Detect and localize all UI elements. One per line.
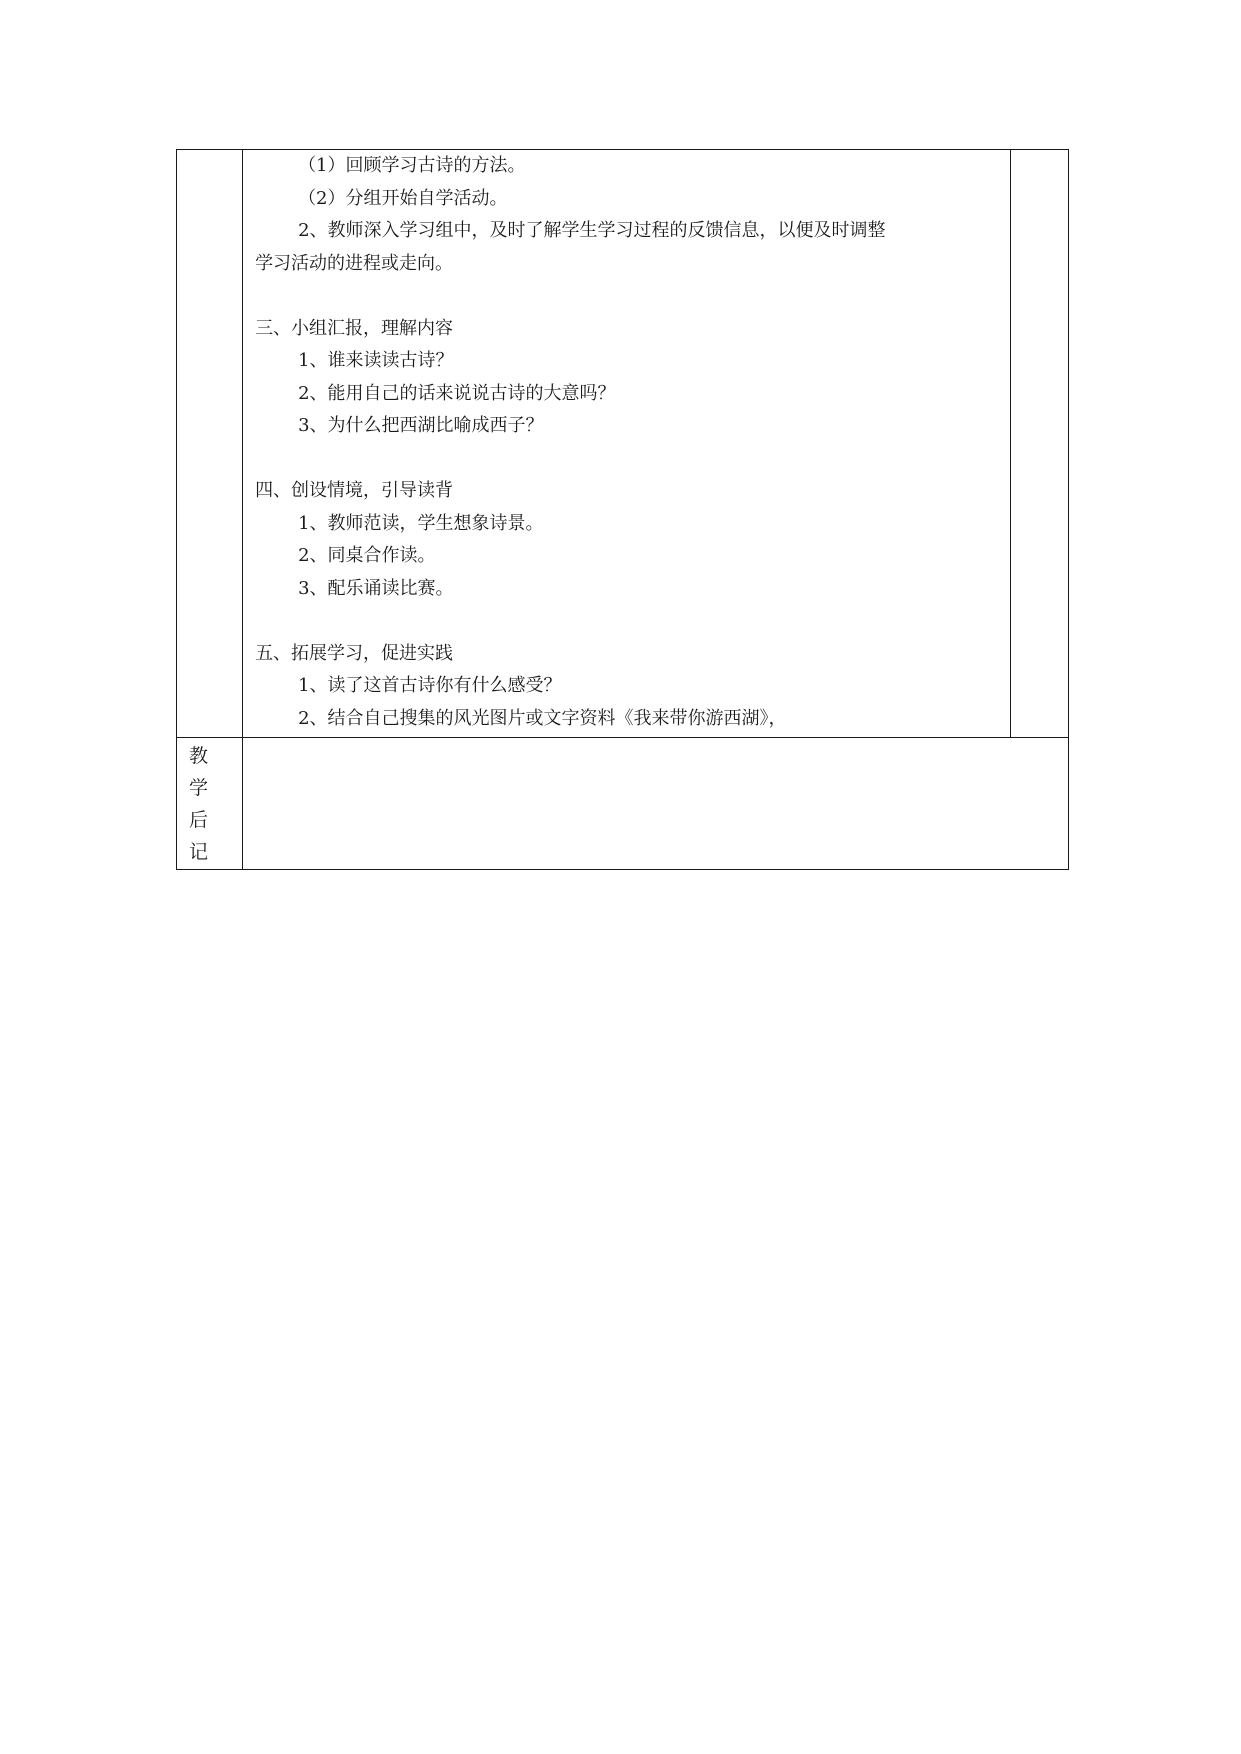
- spacer: [255, 280, 1000, 313]
- step-group-self-study: （2）分组开始自学活动。: [298, 187, 508, 209]
- left-empty-cell: [177, 150, 243, 738]
- teaching-process-row: [177, 150, 1069, 738]
- notes-label-char-4: 记: [189, 841, 209, 863]
- step-review-method: （1）回顾学习古诗的方法。: [298, 155, 526, 176]
- spacer: [255, 443, 1000, 476]
- notes-label-char-2: 学: [189, 777, 209, 799]
- teaching-process-cell: [243, 150, 1011, 738]
- section-three-heading: 三、小组汇报，理解内容: [255, 317, 454, 339]
- teaching-notes-row: [177, 738, 1069, 870]
- step-teacher-guidance: 2、教师深入学习组中，及时了解学生学习过程的反馈信息，以便及时调整: [298, 220, 886, 241]
- teaching-notes-content: [243, 738, 1069, 870]
- lesson-plan-table: [176, 149, 1069, 870]
- right-empty-cell: [1010, 150, 1068, 738]
- step-teacher-guidance-cont: 学习活动的进程或走向。: [255, 252, 454, 274]
- section-four-heading: 四、创设情境，引导读背: [255, 480, 454, 501]
- section-three-item-1: 1、谁来读读古诗？: [298, 350, 454, 371]
- section-four-item-2: 2、同桌合作读。: [298, 545, 436, 566]
- teaching-notes-label: [177, 738, 243, 870]
- spacer: [255, 605, 1000, 638]
- section-five-item-2: 2、结合自己搜集的风光图片或文字资料《我来带你游西湖》，: [298, 707, 787, 729]
- section-three-item-3: 3、为什么把西湖比喻成西子？: [298, 415, 544, 436]
- notes-label-char-1: 教: [189, 745, 209, 767]
- section-five-heading: 五、拓展学习，促进实践: [255, 642, 454, 664]
- notes-label-char-3: 后: [189, 809, 209, 831]
- section-four-item-1: 1、教师范读，学生想象诗景。: [298, 512, 544, 534]
- section-three-item-2: 2、能用自己的话来说说古诗的大意吗？: [298, 382, 616, 404]
- section-four-item-3: 3、配乐诵读比赛。: [298, 577, 454, 599]
- section-five-item-1: 1、读了这首古诗你有什么感受？: [298, 675, 562, 696]
